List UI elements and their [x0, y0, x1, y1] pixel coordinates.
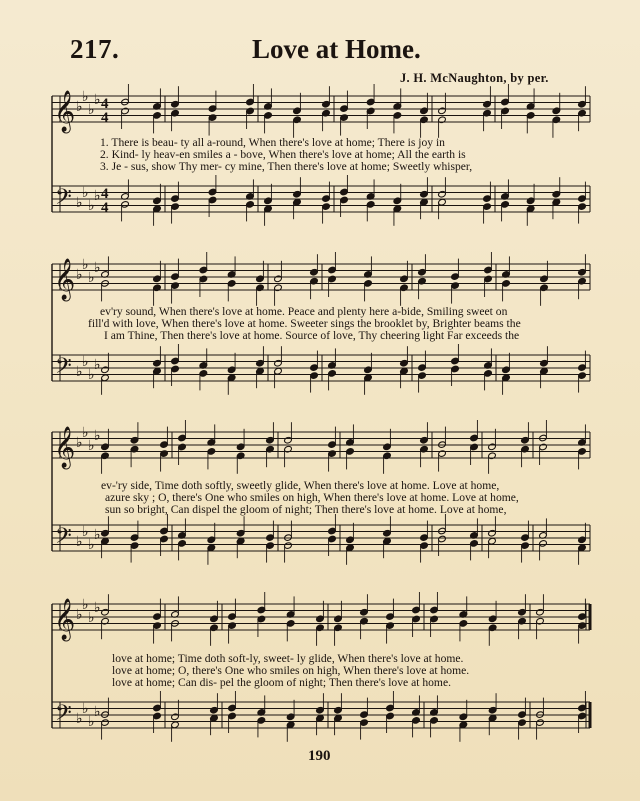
lyric-line: love at home; Can dis- pel the gloom of night; Then there's love at home.: [112, 676, 451, 689]
flat-icon: ♭: [82, 702, 89, 717]
flat-icon: ♭: [88, 103, 95, 118]
flat-icon: ♭: [94, 189, 101, 204]
flat-icon: ♭: [88, 368, 95, 383]
flat-icon: ♭: [76, 268, 83, 283]
lyric-line: azure sky ; O, there's One who smiles on high, When there's love at home. Love at home,: [105, 491, 519, 504]
bass-clef-icon: 𝄢: [55, 701, 72, 731]
flat-icon: ♭: [88, 199, 95, 214]
lyric-line: sun so bright, Can dispel the gloom of night; Then there's love at home. Love at home,: [105, 503, 507, 516]
lyric-line: ev-'ry side, Time doth softly, sweetly glide, When there's love at home. Love at home,: [101, 479, 500, 492]
flat-icon: ♭: [94, 358, 101, 373]
bass-clef-icon: 𝄢: [55, 524, 72, 554]
flat-icon: ♭: [94, 429, 101, 444]
lyric-line: I am Thine, Then there's love at home. Source of love, Thy cheering light Far exceeds the: [104, 329, 520, 342]
flat-icon: ♭: [82, 258, 89, 273]
flat-icon: ♭: [82, 426, 89, 441]
flat-icon: ♭: [76, 365, 83, 380]
treble-clef-icon: 𝄞: [54, 91, 76, 132]
flat-icon: ♭: [88, 715, 95, 730]
attribution: J. H. McNaughton, by per.: [400, 71, 549, 85]
flat-icon: ♭: [88, 271, 95, 286]
flat-icon: ♭: [88, 439, 95, 454]
lyric-line: ev'ry sound, When there's love at home. Peace and plenty here a-bide, Smiling sweet on: [100, 305, 508, 318]
lyric-line: 2. Kind- ly heav-en smiles a - bove, When there's love at home; All the earth is: [100, 148, 466, 161]
hymn-title: Love at Home.: [252, 34, 421, 64]
treble-clef-icon: 𝄞: [54, 427, 76, 468]
time-signature: 4: [101, 110, 109, 126]
time-signature: 4: [101, 200, 109, 216]
flat-icon: ♭: [88, 611, 95, 626]
flat-icon: ♭: [82, 525, 89, 540]
flat-icon: ♭: [94, 261, 101, 276]
lyric-line: love at home; O, there's One who smiles on high, When there's love at home.: [112, 664, 470, 677]
page-number: 190: [308, 748, 331, 764]
flat-icon: ♭: [76, 608, 83, 623]
treble-clef-icon: 𝄞: [54, 599, 76, 640]
flat-icon: ♭: [82, 598, 89, 613]
flat-icon: ♭: [76, 712, 83, 727]
lyric-line: love at home; Time doth soft-ly, sweet- ly glide, When there's love at home.: [112, 652, 464, 665]
treble-clef-icon: 𝄞: [54, 259, 76, 300]
flat-icon: ♭: [94, 528, 101, 543]
flat-icon: ♭: [76, 436, 83, 451]
flat-icon: ♭: [82, 355, 89, 370]
flat-icon: ♭: [76, 535, 83, 550]
lyric-line: fill'd with love, When there's love at home. Sweeter sings the brooklet by, Brighter beams the: [88, 317, 521, 330]
lyric-line: 1. There is beau- ty all a-round, When there's love at home; There is joy in: [100, 136, 445, 149]
time-signature: 4: [101, 186, 109, 202]
hymn-number: 217.: [70, 34, 120, 64]
flat-icon: ♭: [94, 705, 101, 720]
flat-icon: ♭: [94, 601, 101, 616]
bass-clef-icon: 𝄢: [55, 185, 72, 215]
flat-icon: ♭: [76, 100, 83, 115]
bass-clef-icon: 𝄢: [55, 354, 72, 384]
flat-icon: ♭: [94, 93, 101, 108]
flat-icon: ♭: [88, 538, 95, 553]
lyric-line: 3. Je - sus, show Thy mer- cy mine, Then there's love at home; Sweetly whisper,: [100, 160, 473, 173]
flat-icon: ♭: [82, 186, 89, 201]
time-signature: 4: [101, 96, 109, 112]
flat-icon: ♭: [82, 90, 89, 105]
flat-icon: ♭: [76, 196, 83, 211]
